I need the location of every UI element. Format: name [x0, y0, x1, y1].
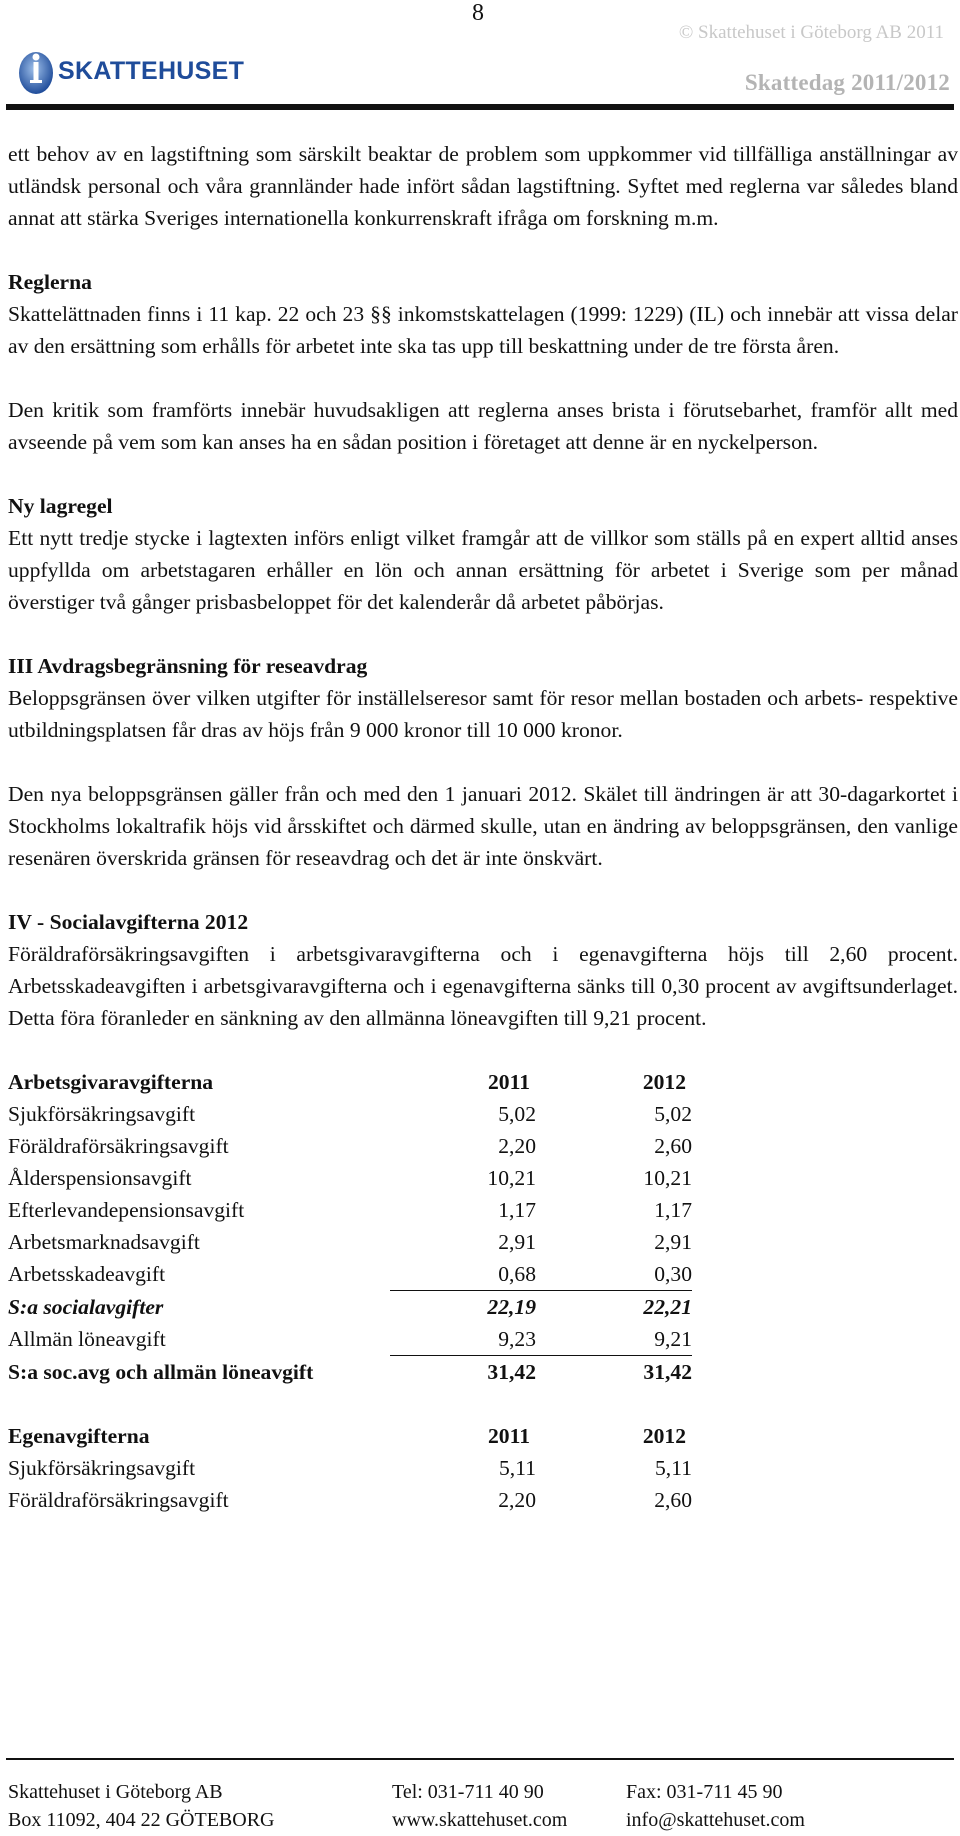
- footer-tel: Tel: 031-711 40 90: [392, 1781, 544, 1803]
- footer-website-link[interactable]: www.skattehuset.com: [392, 1809, 568, 1831]
- heading-ny-lagregel: Ny lagregel: [8, 494, 113, 518]
- table-header-2011: 2011: [488, 1070, 530, 1094]
- arbetsgivaravgifter-table: [8, 1066, 692, 1388]
- table-row: Sjukförsäkringsavgift 5,02 5,02: [8, 1102, 692, 1126]
- table-header-label: Arbetsgivaravgifterna: [8, 1070, 214, 1094]
- table-header-row: [8, 1066, 692, 1098]
- footer-fax: Fax: 031-711 45 90: [626, 1781, 783, 1803]
- logo-emblem-icon: [16, 46, 56, 96]
- page-number: 8: [472, 0, 484, 26]
- table-row: Arbetsmarknadsavgift 2,91 2,91: [8, 1230, 692, 1254]
- paragraph-kritik: Den kritik som framförts innebär huvudsakligen att reglerna anses brista i förutsebarhet, framför allt med avseende på vem som kan anses ha en sådan position i företaget att denne är en nyckelperson.: [8, 398, 958, 454]
- footer-rule: [6, 1758, 954, 1760]
- footer-email-link[interactable]: info@skattehuset.com: [626, 1809, 805, 1831]
- table-row: Efterlevandepensionsavgift 1,17 1,17: [8, 1198, 692, 1222]
- paragraph-intro: ett behov av en lagstiftning som särskilt beaktar de problem som uppkommer vid tillfälliga anställningar av utländsk personal och våra grannländer hade infört sådan lagstiftning. Syftet med reglerna var således bland annat att stärka Sveriges internationella konkurrenskraft ifråga om forskning m.m.: [8, 142, 958, 230]
- heading-socialavgifter: IV - Socialavgifterna 2012: [8, 910, 249, 934]
- table-row-total: S:a soc.avg och allmän löneavgift 31,42 31,42: [8, 1359, 692, 1384]
- table-row: Sjukförsäkringsavgift 5,11 5,11: [8, 1456, 692, 1480]
- logo-text: SKATTEHUSET: [58, 56, 245, 85]
- footer-address: Box 11092, 404 22 GÖTEBORG: [8, 1809, 275, 1831]
- paragraph-socialavgifter: Föräldraförsäkringsavgiften i arbetsgivaravgifterna och i egenavgifterna höjs till 2,60 procent. Arbetsskadeavgiften i arbetsgivaravgifterna och i egenavgifterna sänks till 0,30 procent av avgiftsunderlaget. Detta föra föranleder en sänkning av den allmänna löneavgiften till 9,21 procent.: [8, 942, 958, 1030]
- table-row-subtotal: S:a socialavgifter 22,19 22,21: [8, 1294, 692, 1319]
- table-row: Ålderspensionsavgift 10,21 10,21: [8, 1166, 692, 1190]
- table-header-2012: 2012: [642, 1424, 686, 1448]
- document-title: Skattedag 2011/2012: [744, 70, 950, 95]
- table-header-row: [8, 1420, 692, 1452]
- table-header-label: Egenavgifterna: [8, 1424, 150, 1448]
- heading-avdragsbegransning: III Avdragsbegränsning för reseavdrag: [8, 654, 368, 678]
- egenavgifter-table: [8, 1420, 692, 1516]
- page-header: [0, 0, 960, 112]
- footer-company: Skattehuset i Göteborg AB: [8, 1781, 223, 1803]
- table-row: Föräldraförsäkringsavgift 2,20 2,60: [8, 1134, 692, 1158]
- paragraph-ny-lagregel: Ett nytt tredje stycke i lagtexten införs enligt vilket framgår att de villkor som ställs på en expert alltid anses uppfyllda om arbetstagaren erhåller en lön och annan ersättning för arbetet i Sverige som per månad överstiger två gånger prisbasbeloppet för det kalenderår då arbetet påbörjas.: [8, 526, 958, 614]
- paragraph-beloppsgrans-2012: Den nya beloppsgränsen gäller från och med den 1 januari 2012. Skälet till ändringen är att 30-dagarkortet i Stockholms lokaltrafik höjs vid årsskiftet och därmed skulle, utan en ändring av beloppsgränsen, den vanlige resenären överskrida gränsen för reseavdrag och det är inte önskvärt.: [8, 782, 958, 870]
- skattehuset-logo: [16, 46, 244, 96]
- header-rule: [6, 104, 954, 110]
- table-header-2012: 2012: [642, 1070, 686, 1094]
- table-row: Allmän löneavgift 9,23 9,21: [8, 1323, 692, 1356]
- paragraph-beloppsgrans: Beloppsgränsen över vilken utgifter för inställelseresor samt för resor mellan bostaden och arbets- respektive utbildningsplatsen får dras av höjs från 9 000 kronor till 10 000 kronor.: [8, 686, 958, 742]
- table-header-2011: 2011: [488, 1424, 530, 1448]
- paragraph-reglerna: Skattelättnaden finns i 11 kap. 22 och 23 §§ inkomstskattelagen (1999: 1229) (IL) och innebär att vissa delar av den ersättning som erhålls för arbetet inte ska tas upp till beskattning under de tre första åren.: [8, 302, 958, 358]
- heading-reglerna: Reglerna: [8, 270, 92, 294]
- table-row: Arbetsskadeavgift 0,68 0,30: [8, 1258, 692, 1291]
- page-content: [8, 138, 958, 1516]
- table-row: Föräldraförsäkringsavgift 2,20 2,60: [8, 1488, 692, 1512]
- copyright-notice: © Skattehuset i Göteborg AB 2011: [678, 22, 944, 43]
